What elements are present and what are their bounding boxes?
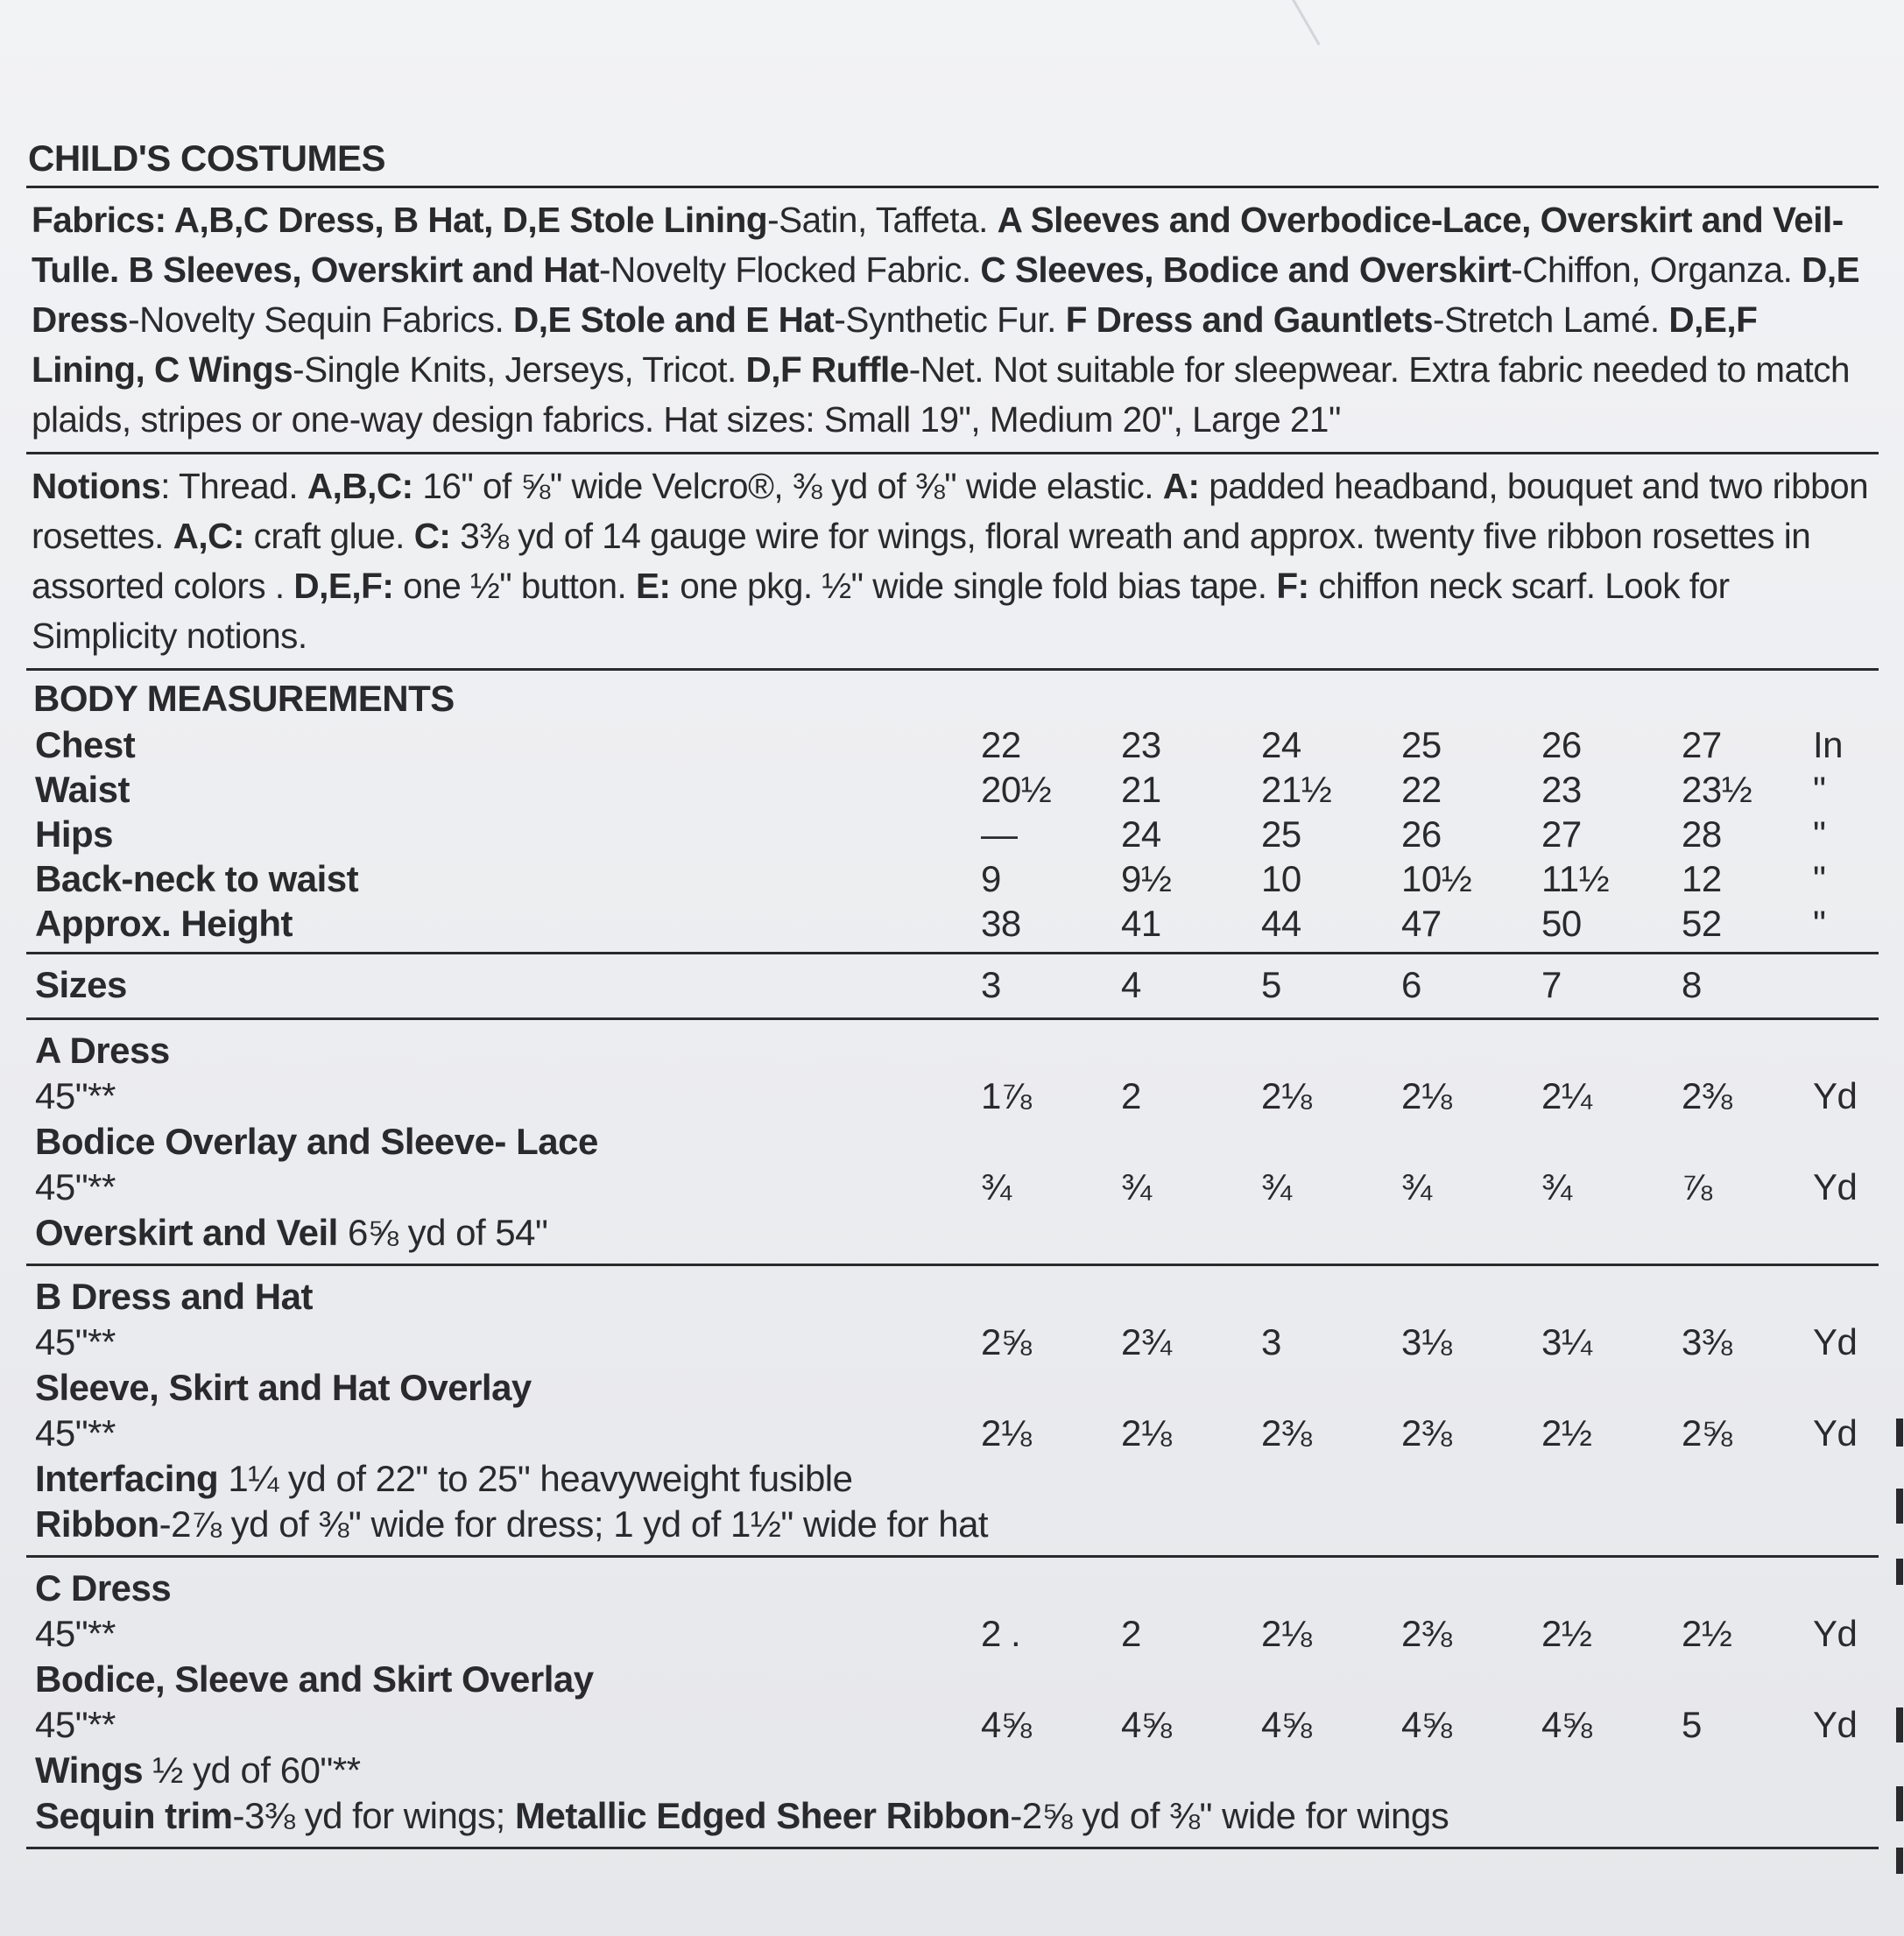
notions-paragraph [26,454,1879,668]
fabrics-paragraph [26,188,1879,452]
table-row [26,766,1879,811]
table-row [26,1701,1879,1747]
table-row [26,1610,1879,1656]
page-fold-line [1292,0,1321,46]
unit-cell: Yd [1813,1412,1858,1454]
notions-text-run: : Thread. [160,466,307,506]
body-measurements-heading: BODY MEASUREMENTS [33,678,455,719]
table-row [26,961,1879,1009]
label-text-run: Ribbon [35,1503,159,1545]
divider [26,1847,1879,1849]
size-value-cell: 2⅜ [1682,1075,1732,1116]
size-value-cell: 24 [1121,813,1161,855]
size-value-cell: 2⅜ [1401,1613,1452,1654]
size-value-cell: 50 [1541,903,1582,944]
label-text-run: -2⅞ yd of ⅜" wide for dress; 1 yd of 1½" wide for hat [159,1503,989,1545]
size-value-cell: 2 . [981,1613,1021,1654]
row-label: 45"** [35,1075,116,1116]
notions-text-run: chiffon neck scarf. Look for Simplicity notions. [32,566,1730,656]
size-value-cell: 5 [1682,1704,1702,1745]
size-value-cell: 2⅝ [1682,1412,1732,1454]
notions-text-run: F: [1276,566,1309,606]
notions-text-run: padded headband, bouquet and two ribbon rosettes. [32,466,1869,556]
fabrics-text-run: -Single Knits, Jerseys, Tricot. [293,349,746,390]
size-value-cell: 25 [1261,813,1301,855]
row-label: 45"** [35,1166,116,1207]
fabrics-text-run: A Sleeves and Overbodice-Lace, Overskirt and Veil-Tulle. B Sleeves, Overskirt and Hat [32,200,1844,290]
notions-text-run: E: [635,566,671,606]
size-value-cell: 22 [1401,769,1442,810]
table-row [26,1410,1879,1455]
unit-cell: Yd [1813,1075,1858,1116]
size-value-cell: 21 [1121,769,1161,810]
row-label [35,1455,853,1503]
edge-mark [1896,1786,1903,1821]
row-label: Back-neck to waist [35,858,359,899]
yardage-section [26,1558,1879,1847]
size-value-cell: 2 [1121,1613,1141,1654]
size-value-cell: 2¼ [1541,1075,1592,1116]
size-value-cell: 23 [1541,769,1582,810]
row-label: 45"** [35,1412,116,1454]
unit-cell: Yd [1813,1166,1858,1207]
size-value-cell: 52 [1682,903,1722,944]
size-value-cell: 11½ [1541,858,1610,899]
size-value-cell: 2⅝ [981,1321,1032,1362]
row-label: A Dress [35,1030,170,1071]
table-row [26,722,1879,766]
size-value-cell: 12 [1682,858,1722,899]
size-value-cell: 3 [1261,1321,1281,1362]
size-value-cell: 26 [1541,724,1582,765]
row-label: C Dress [35,1567,172,1609]
row-label [35,1747,361,1794]
fabrics-text-run: -Synthetic Fur. [834,299,1066,340]
notions-text-run: A,C: [173,516,244,556]
size-value-cell: 4⅝ [1401,1704,1452,1745]
table-row [26,1565,1879,1610]
size-value-cell: 2½ [1682,1613,1732,1654]
divider [26,668,1879,671]
label-text-run: 6⅝ yd of 54" [337,1212,548,1253]
table-row [26,855,1879,900]
unit-cell: Yd [1813,1321,1858,1362]
size-value-cell: 25 [1401,724,1442,765]
row-label: B Dress and Hat [35,1276,313,1317]
row-label [35,1501,988,1548]
size-value-cell: 4⅝ [1541,1704,1592,1745]
row-label: Bodice Overlay and Sleeve- Lace [35,1121,598,1162]
row-label: Bodice, Sleeve and Skirt Overlay [35,1658,594,1700]
size-value-cell: 3⅜ [1682,1321,1732,1362]
notions-text-run: A: [1162,466,1200,506]
fabrics-text-run: D,F Ruffle [745,349,909,390]
size-value-cell: 2½ [1541,1613,1592,1654]
table-row [26,1747,1879,1792]
size-value-cell: 44 [1261,903,1301,944]
size-value-cell: 4⅝ [1121,1704,1172,1745]
size-value-cell: 3⅛ [1401,1321,1452,1362]
size-value-cell: 47 [1401,903,1442,944]
size-value-cell: 2⅛ [1261,1075,1312,1116]
row-label: Hips [35,813,114,855]
table-row [26,1319,1879,1364]
fabrics-text-run: -Novelty Sequin Fabrics. [128,299,514,340]
notions-text-run: Notions [32,466,161,506]
table-row [26,1164,1879,1209]
size-value-cell: 27 [1682,724,1722,765]
table-row [26,1273,1879,1319]
size-value-cell: 8 [1682,964,1702,1005]
fabrics-text-run: -Novelty Flocked Fabric. [599,250,981,290]
label-text-run: Sequin trim [35,1795,233,1836]
page-title: CHILD'S COSTUMES [28,137,386,179]
edge-mark [1896,1848,1903,1874]
size-value-cell: 2⅜ [1261,1412,1312,1454]
size-value-cell: ¾ [1261,1166,1292,1207]
notions-text-run: craft glue. [243,516,414,556]
unit-cell: " [1813,858,1826,899]
fabrics-text-run: D,E Stole and E Hat [513,299,835,340]
size-value-cell: 21½ [1261,769,1332,810]
unit-cell: " [1813,769,1826,810]
label-text-run: Interfacing [35,1458,219,1499]
size-value-cell: 4⅝ [1261,1704,1312,1745]
unit-cell: Yd [1813,1704,1858,1745]
fabrics-text-run: -Net. Not suitable for sleepwear. Extra fabric needed to match plaids, stripes or one-way design fabrics. Hat sizes: Small 19", Medium 20", Large 21" [32,349,1851,440]
size-value-cell: 23½ [1682,769,1752,810]
row-label: Approx. Height [35,903,293,944]
table-row [26,1073,1879,1118]
table-row [26,1027,1879,1073]
fabrics-text-run: -Chiffon, Organza. [1511,250,1802,290]
size-value-cell: 24 [1261,724,1301,765]
yardage-section [26,1020,1879,1264]
size-value-cell: 2⅛ [981,1412,1032,1454]
table-row [26,1209,1879,1255]
size-value-cell: 2⅛ [1401,1075,1452,1116]
table-row [26,811,1879,855]
table-row [26,1501,1879,1546]
size-value-cell: 1⅞ [981,1075,1032,1116]
label-text-run: Wings [35,1749,144,1791]
fabrics-text-run: C Sleeves, Bodice and Overskirt [980,250,1512,290]
fabrics-text-run: Fabrics: A,B,C Dress, B Hat, D,E Stole Lining [32,200,768,240]
size-value-cell: 20½ [981,769,1052,810]
row-label: Waist [35,769,130,810]
size-value-cell: 28 [1682,813,1722,855]
fabrics-text-run: -Stretch Lamé. [1433,299,1669,340]
table-row [26,1455,1879,1501]
size-value-cell: ¾ [1541,1166,1572,1207]
size-value-cell: 38 [981,903,1021,944]
table-row [26,1656,1879,1701]
unit-cell: " [1813,903,1826,944]
edge-mark [1896,1489,1903,1524]
table-row [26,1118,1879,1164]
size-value-cell: 2 [1121,1075,1141,1116]
notions-text-run: one ½" button. [393,566,636,606]
size-value-cell: 3¼ [1541,1321,1592,1362]
size-value-cell: ¾ [1121,1166,1152,1207]
unit-cell: In [1813,724,1844,765]
size-value-cell: 9 [981,858,1001,899]
row-label: Sizes [35,964,127,1005]
row-label: Chest [35,724,136,765]
size-value-cell: 2⅛ [1261,1613,1312,1654]
label-text-run: ½ yd of 60"** [143,1749,361,1791]
row-label: Sleeve, Skirt and Hat Overlay [35,1367,532,1408]
yardage-section [26,1266,1879,1555]
table-row [26,1364,1879,1410]
body-measurements-table [26,722,1879,945]
unit-cell: Yd [1813,1613,1858,1654]
table-row [26,1792,1879,1838]
size-value-cell: 26 [1401,813,1442,855]
size-value-cell: ¾ [981,1166,1012,1207]
row-label [35,1792,1449,1840]
size-value-cell: 27 [1541,813,1582,855]
sizes-row [26,954,1879,1017]
notions-text-run: 16" of ⅝" wide Velcro®, ⅜ yd of ⅜" wide elastic. [413,466,1163,506]
size-value-cell: 41 [1121,903,1161,944]
size-value-cell: 2½ [1541,1412,1592,1454]
table-row [26,900,1879,945]
size-value-cell: 5 [1261,964,1281,1005]
label-text-run: Overskirt and Veil [35,1212,338,1253]
size-value-cell: 10 [1261,858,1301,899]
fabrics-text-run: D,E Dress [32,250,1860,340]
notions-text-run: C: [413,516,451,556]
row-label [35,1209,547,1257]
label-text-run: -3⅜ yd for wings; [232,1795,515,1836]
row-label: 45"** [35,1321,116,1362]
edge-mark [1896,1419,1903,1447]
size-value-cell: ¾ [1401,1166,1432,1207]
size-value-cell: 6 [1401,964,1421,1005]
yardage-sections [26,1020,1879,1849]
row-label: 45"** [35,1704,116,1745]
fabrics-text-run: F Dress and Gauntlets [1065,299,1434,340]
notions-text-run: 3⅜ yd of 14 gauge wire for wings, floral wreath and approx. twenty five ribbon rosettes in assorted colors . [32,516,1811,606]
size-value-cell: 9½ [1121,858,1172,899]
label-text-run: 1¼ yd of 22" to 25" heavyweight fusible [218,1458,853,1499]
size-value-cell: 10½ [1401,858,1472,899]
size-value-cell: 2¾ [1121,1321,1172,1362]
notions-text-run: one pkg. ½" wide single fold bias tape. [670,566,1277,606]
size-value-cell: 4 [1121,964,1141,1005]
row-label: 45"** [35,1613,116,1654]
costume-chart [26,131,1879,1849]
edge-mark [1896,1707,1903,1742]
fabrics-text-run: D,E,F Lining, C Wings [32,299,1758,390]
label-text-run: Metallic Edged Sheer Ribbon [515,1795,1011,1836]
unit-cell: " [1813,813,1826,855]
size-value-cell: 22 [981,724,1021,765]
size-value-cell: 7 [1541,964,1562,1005]
fabrics-text-run: -Satin, Taffeta. [767,200,998,240]
size-value-cell: — [981,813,1018,855]
size-value-cell: 2⅛ [1121,1412,1172,1454]
label-text-run: -2⅝ yd of ⅜" wide for wings [1010,1795,1449,1836]
edge-mark [1896,1559,1903,1585]
size-value-cell: 23 [1121,724,1161,765]
size-value-cell: 3 [981,964,1001,1005]
notions-text-run: D,E,F: [293,566,394,606]
size-value-cell: 4⅝ [981,1704,1032,1745]
size-value-cell: 2⅜ [1401,1412,1452,1454]
notions-text-run: A,B,C: [307,466,413,506]
size-value-cell: ⅞ [1682,1166,1712,1207]
